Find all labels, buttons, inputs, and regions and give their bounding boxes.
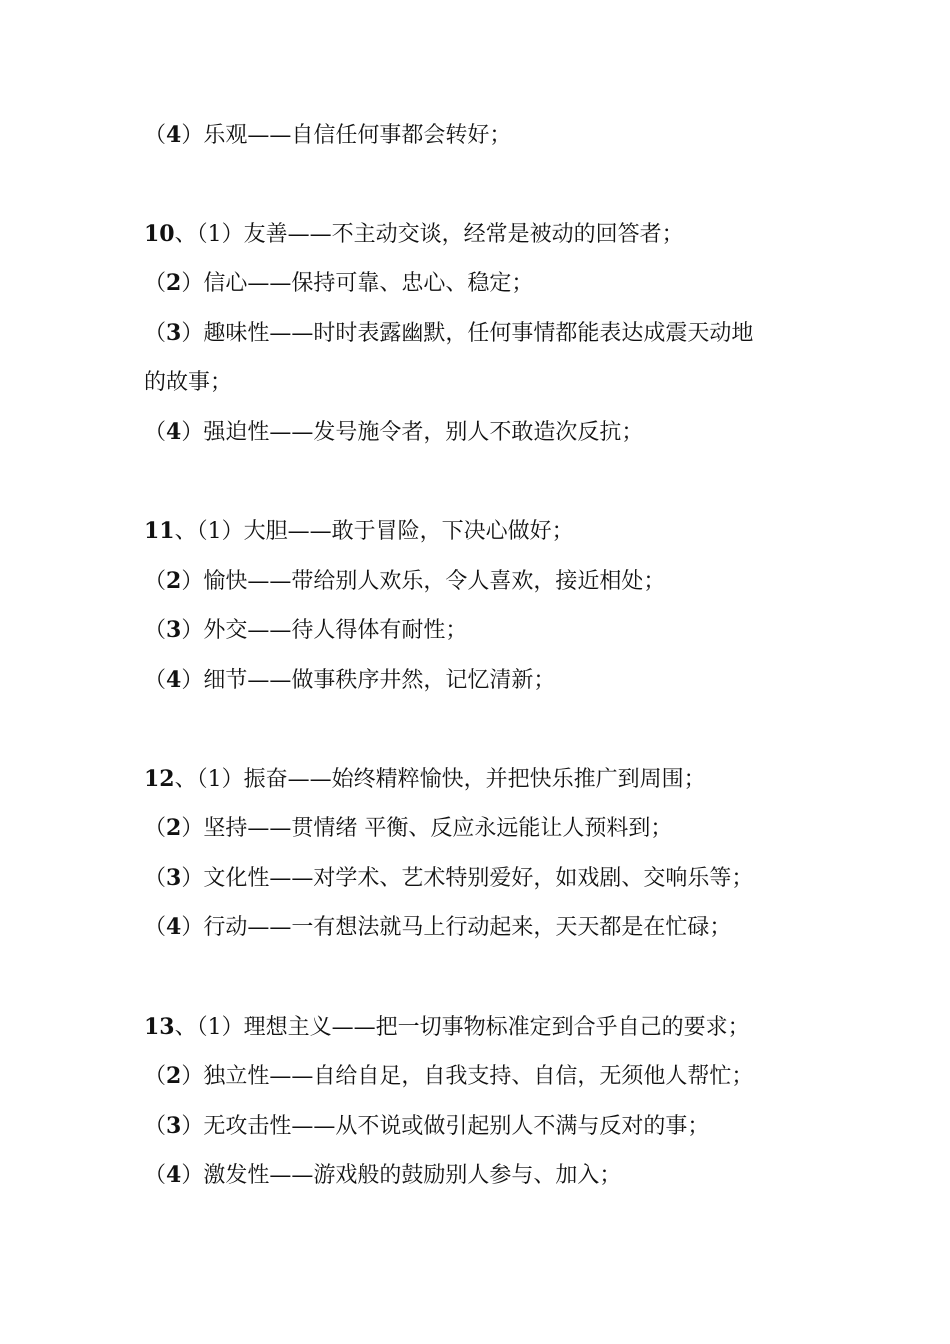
text-line: （2）坚持——贯情绪 平衡、反应永远能让人预料到； xyxy=(144,815,673,841)
text-line: （4）乐观——自信任何事都会转好； xyxy=(144,122,512,148)
text-line: （3）无攻击性——从不说或做引起别人不满与反对的事； xyxy=(144,1113,710,1139)
text-line: （4）行动——一有想法就马上行动起来，天天都是在忙碌； xyxy=(144,914,732,940)
text-line: 的故事； xyxy=(144,370,233,395)
text-line: （3）趣味性——时时表露幽默，任何事情都能表达成震天动地 xyxy=(144,320,754,346)
text-line: （2）信心——保持可靠、忠心、稳定； xyxy=(144,270,534,296)
text-line: 13、（1）理想主义——把一切事物标准定到合乎自己的要求； xyxy=(144,1014,750,1040)
text-line: 12、（1）振奋——始终精粹愉快，并把快乐推广到周围； xyxy=(144,766,706,792)
text-line: （2）愉快——带给别人欢乐，令人喜欢，接近相处； xyxy=(144,568,666,594)
text-line: （4）强迫性——发号施令者，别人不敢造次反抗； xyxy=(144,419,644,445)
text-line: （3）外交——待人得体有耐性； xyxy=(144,617,468,643)
text-line: 10、（1）友善——不主动交谈，经常是被动的回答者； xyxy=(144,221,684,247)
text-line: （4）细节——做事秩序井然，记忆清新； xyxy=(144,667,556,693)
text-line: （4）激发性——游戏般的鼓励别人参与、加入； xyxy=(144,1162,622,1188)
text-line: 11、（1）大胆——敢于冒险，下决心做好； xyxy=(144,518,574,544)
text-line: （2）独立性——自给自足，自我支持、自信，无须他人帮忙； xyxy=(144,1063,754,1089)
text-line: （3）文化性——对学术、艺术特别爱好，如戏剧、交响乐等； xyxy=(144,865,754,891)
